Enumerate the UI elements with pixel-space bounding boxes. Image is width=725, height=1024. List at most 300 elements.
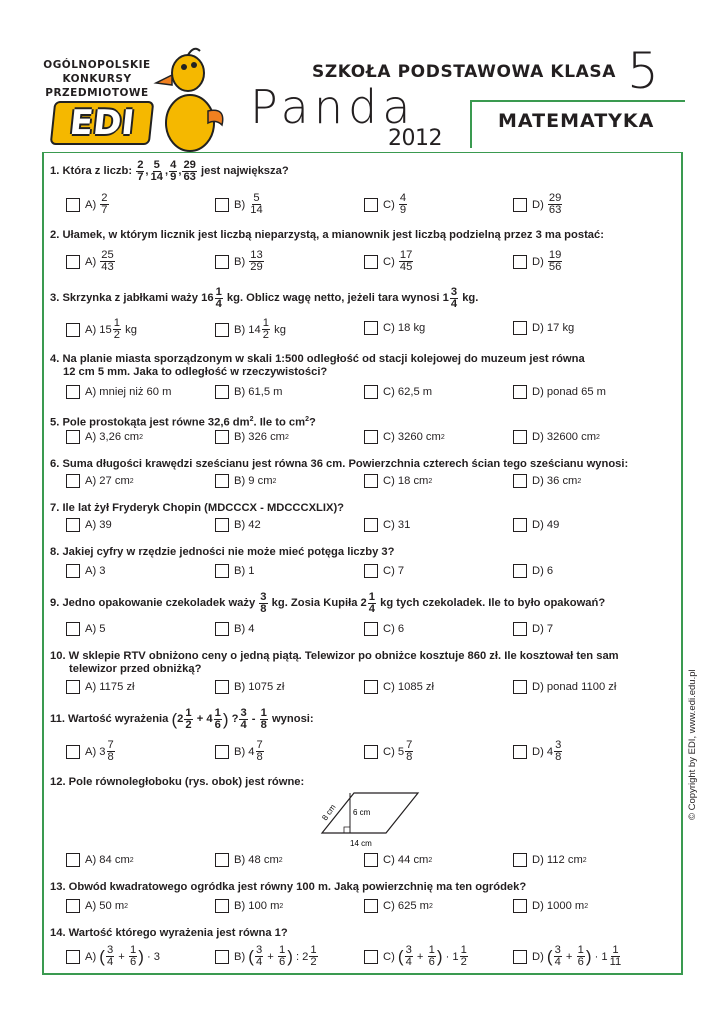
paren-close: ) — [222, 710, 229, 729]
answer-checkbox[interactable] — [215, 323, 229, 337]
answer-checkbox[interactable] — [364, 680, 378, 694]
answer-checkbox[interactable] — [66, 323, 80, 337]
num: 1 — [278, 944, 286, 956]
q6-option-c[interactable] — [364, 474, 432, 488]
question-7: 7. Ile lat żył Fryderyk Chopin (MDCCCX - MDCCCXLIX)? — [50, 502, 345, 514]
q8-option-d[interactable] — [513, 564, 553, 578]
answer-checkbox[interactable] — [364, 899, 378, 913]
q-text: Która z liczb: — [62, 165, 133, 177]
opt-label: B) 4 — [234, 623, 255, 635]
opt-label: B) 1075 zł — [234, 681, 285, 693]
q12-option-b[interactable] — [215, 853, 283, 867]
fraction — [169, 160, 177, 183]
q3-option-c[interactable] — [364, 321, 425, 335]
fraction — [368, 592, 376, 615]
q4-option-a[interactable] — [66, 385, 171, 399]
q1-option-d[interactable] — [513, 193, 563, 216]
superscript: 2 — [584, 902, 589, 910]
op-text: · 1 — [594, 950, 608, 963]
q7-option-a[interactable] — [66, 518, 112, 532]
num: 1 — [368, 591, 375, 603]
height-label: 6 cm — [353, 808, 371, 817]
q6-option-a[interactable] — [66, 474, 134, 488]
fraction — [106, 945, 114, 968]
num: 4 — [399, 192, 407, 204]
opt-label: C) 31 — [383, 519, 411, 531]
answer-checkbox[interactable] — [215, 430, 229, 444]
q14-option-b[interactable]: B) ( $\frac{3}{4}$ + $\frac{1}{6}$ ) : 2 $\frac{1}{2}$ — [215, 945, 319, 968]
fraction — [405, 945, 413, 968]
den: 9 — [170, 171, 177, 183]
num: 4 — [170, 159, 177, 171]
q3-option-b[interactable] — [215, 318, 286, 341]
q7-option-d[interactable] — [513, 518, 559, 532]
contest-year: 2012 — [388, 126, 442, 151]
superscript: 2 — [577, 477, 582, 485]
q9-option-d[interactable] — [513, 622, 553, 636]
answer-checkbox[interactable] — [66, 564, 80, 578]
superscript: 2 — [124, 902, 129, 910]
opt-label: D) 36 cm — [532, 475, 578, 487]
opt-label: B) — [234, 950, 246, 963]
q2-option-c[interactable] — [364, 250, 414, 273]
answer-checkbox[interactable] — [364, 385, 378, 399]
answer-checkbox[interactable] — [513, 853, 527, 867]
fraction — [136, 160, 144, 183]
q4-option-d[interactable] — [513, 385, 606, 399]
fraction — [239, 708, 247, 731]
fraction — [214, 708, 222, 731]
answer-checkbox[interactable] — [215, 622, 229, 636]
opt-label: D) — [532, 198, 544, 211]
q-text: ? — [309, 416, 316, 429]
q9-option-c[interactable] — [364, 622, 404, 636]
question-9 — [50, 592, 605, 615]
q1-option-a[interactable] — [66, 193, 110, 216]
superscript: 2 — [429, 902, 433, 910]
paren-close: ) — [436, 946, 443, 966]
paren-open: ( — [99, 946, 105, 966]
den: 8 — [260, 603, 267, 615]
opt-label: D) ponad 65 m — [532, 386, 607, 398]
answer-checkbox[interactable] — [66, 430, 80, 444]
q-line: telewizor przed obniżką? — [69, 663, 202, 675]
q11-option-d[interactable] — [513, 740, 563, 763]
paren-open: ( — [546, 946, 553, 966]
question-13: 13. Obwód kwadratowego ogródka jest równy 100 m. Jaką powierzchnię ma ten ogródek? — [50, 881, 527, 893]
answer-checkbox[interactable] — [215, 385, 229, 399]
paren-close: ) — [585, 946, 592, 966]
answer-checkbox[interactable] — [215, 680, 229, 694]
q6-option-d[interactable] — [513, 474, 581, 488]
logo-line: PRZEDMIOTOWE — [45, 87, 149, 99]
q-text: 11. Wartość wyrażenia — [50, 713, 169, 725]
opt-label: A) 1175 zł — [85, 681, 135, 693]
q8-option-b[interactable] — [215, 564, 255, 578]
questions-frame — [42, 152, 683, 975]
den: 45 — [399, 261, 413, 273]
q10-option-a[interactable] — [66, 680, 135, 694]
den: 63 — [183, 171, 196, 183]
den: 8 — [555, 751, 562, 763]
opt-label: C) 625 m — [383, 900, 430, 912]
q12-option-a[interactable] — [66, 853, 134, 867]
paren-close: ) — [138, 946, 144, 966]
answer-checkbox[interactable] — [215, 853, 229, 867]
q14-option-a[interactable]: A) ( $\frac{3}{4}$ + $\frac{1}{6}$ ) · 3 — [66, 945, 160, 968]
paren-open: ( — [171, 710, 178, 729]
q-text-end: wynosi: — [271, 713, 314, 725]
den: 14 — [250, 204, 263, 216]
den: 8 — [107, 751, 114, 763]
answer-checkbox[interactable] — [66, 899, 80, 913]
q-text: kg. Zosia Kupiła 2 — [271, 597, 367, 609]
opt-label: C) — [383, 255, 395, 268]
opt-label: D) — [532, 255, 544, 268]
q11-option-b[interactable] — [215, 740, 265, 763]
q2-option-d[interactable] — [513, 250, 563, 273]
question-10 — [50, 650, 619, 676]
fraction — [554, 740, 562, 763]
question-2: 2. Ułamek, w którym licznik jest liczbą nieparzystą, a mianownik jest liczbą podzielną przez 3 ma postać: — [50, 229, 604, 241]
q-text: kg. — [462, 292, 479, 304]
q5-option-b[interactable] — [215, 430, 289, 444]
answer-checkbox[interactable] — [215, 564, 229, 578]
answer-checkbox[interactable] — [66, 622, 80, 636]
opt-label: A) 27 cm — [85, 475, 130, 487]
q5-option-d[interactable] — [513, 430, 600, 444]
fraction — [150, 160, 164, 183]
op-text: · 1 — [445, 950, 459, 963]
q4-option-c[interactable] — [364, 385, 432, 399]
q2-option-a[interactable] — [66, 250, 116, 273]
answer-checkbox[interactable] — [215, 255, 229, 269]
question-5 — [50, 413, 316, 430]
answer-checkbox[interactable] — [513, 474, 527, 488]
den: 2 — [262, 329, 269, 341]
fraction — [548, 193, 562, 216]
opt-label: B) 326 cm — [234, 431, 285, 443]
q-text: 5. Pole prostokąta jest równe 32,6 dm — [50, 416, 250, 429]
q7-option-b[interactable] — [215, 518, 261, 532]
expression: ( 2 $\frac{1}{2}$ + 4 $\frac{1}{6}$ ) ? $\frac{3}{4}$ - $\frac{1}{8}$ — [171, 707, 267, 731]
num: 1 — [214, 707, 221, 719]
q14-option-d[interactable]: D) ( $\frac{3}{4}$ + $\frac{1}{6}$ ) · 1 $\frac{1}{11}$ — [513, 945, 623, 968]
fraction — [215, 287, 223, 310]
answer-checkbox[interactable] — [513, 622, 527, 636]
fraction — [129, 945, 137, 968]
fraction — [107, 740, 115, 763]
den: 2 — [113, 329, 120, 341]
answer-checkbox[interactable] — [513, 899, 527, 913]
answer-checkbox[interactable] — [513, 385, 527, 399]
num: 3 — [240, 707, 247, 719]
answer-checkbox[interactable] — [66, 950, 80, 964]
q10-option-d[interactable] — [513, 680, 616, 694]
superscript: 2 — [279, 902, 284, 910]
opt-label: A) 84 cm — [85, 854, 130, 866]
logo-line: KONKURSY — [62, 73, 132, 85]
answer-checkbox[interactable] — [513, 950, 527, 964]
num: 17 — [399, 249, 413, 261]
num: 1 — [262, 317, 269, 329]
answer-checkbox[interactable] — [364, 198, 378, 212]
q10-option-b[interactable] — [215, 680, 284, 694]
answer-checkbox[interactable] — [215, 518, 229, 532]
answer-checkbox[interactable] — [513, 564, 527, 578]
fraction — [184, 708, 192, 731]
num: 29 — [183, 159, 196, 171]
q-text: 3. Skrzynka z jabłkami waży 16 — [50, 292, 214, 304]
q1-option-b[interactable] — [215, 193, 265, 216]
num: 3 — [405, 944, 412, 956]
answer-checkbox[interactable] — [513, 255, 527, 269]
q-line: 4. Na planie miasta sporządzonym w skali 1:500 odległość od stacji kolejowej do muzeum jest równa — [50, 353, 585, 365]
den: 4 — [240, 719, 247, 731]
fraction — [278, 945, 286, 968]
q5-option-c[interactable] — [364, 430, 445, 444]
unit: kg — [125, 323, 137, 336]
superscript: 2 — [582, 856, 587, 864]
q9-option-a[interactable] — [66, 622, 106, 636]
logo-text — [42, 58, 152, 100]
den: 56 — [548, 261, 562, 273]
fraction — [260, 708, 268, 731]
answer-checkbox[interactable] — [66, 385, 80, 399]
q7-option-c[interactable] — [364, 518, 410, 532]
num: 5 — [253, 192, 260, 204]
opt-label: C) 44 cm — [383, 854, 429, 866]
class-number: 5 — [627, 42, 659, 100]
opt-label: A) 5 — [85, 623, 106, 635]
answer-checkbox[interactable] — [364, 255, 378, 269]
q6-option-b[interactable] — [215, 474, 276, 488]
base-label: 14 cm — [350, 839, 372, 848]
q3-option-d[interactable] — [513, 321, 574, 335]
opt-label: D) 32600 cm — [532, 431, 597, 443]
answer-checkbox[interactable] — [513, 680, 527, 694]
den: 4 — [554, 956, 561, 968]
answer-checkbox[interactable] — [364, 321, 378, 335]
answer-checkbox[interactable] — [66, 255, 80, 269]
answer-checkbox[interactable] — [215, 198, 229, 212]
opt-label: B) 100 m — [234, 900, 280, 912]
num: 1 — [215, 286, 222, 298]
answer-checkbox[interactable] — [66, 518, 80, 532]
q3-option-a[interactable] — [66, 318, 137, 341]
q2-option-b[interactable] — [215, 250, 265, 273]
num: 29 — [548, 192, 562, 204]
num: 3 — [255, 944, 263, 956]
answer-checkbox[interactable] — [364, 853, 378, 867]
num: 7 — [406, 739, 413, 751]
op-text: · 3 — [146, 950, 161, 963]
opt-label: C) 18 kg — [383, 322, 426, 334]
superscript: 2 — [129, 856, 134, 864]
q-text-end: jest największa? — [201, 165, 289, 177]
den: 14 — [150, 171, 163, 183]
superscript: 2 — [284, 433, 289, 441]
opt-label: C) 18 cm — [383, 475, 429, 487]
den: 63 — [548, 204, 562, 216]
opt-label: A) — [85, 255, 97, 268]
answer-checkbox[interactable] — [215, 474, 229, 488]
q5-option-a[interactable] — [66, 430, 143, 444]
num: 7 — [256, 739, 263, 751]
opt-label: C) — [383, 950, 395, 963]
question-6: 6. Suma długości krawędzi sześcianu jest równa 36 cm. Powierzchnia czterech ścian tego sześcianu wynosi: — [50, 458, 629, 470]
question-1: 1. Która z liczb: $\frac{2}{7}$ , $\frac{5}{14}$ , $\frac{4}{9}$ , $\frac{29}{63}$ jest największa? — [50, 159, 289, 183]
num: 5 — [153, 159, 160, 171]
fraction — [255, 945, 263, 968]
paren-open: ( — [248, 946, 254, 966]
opt-label: C) — [383, 198, 395, 211]
opt-label: C) 3260 cm — [383, 431, 441, 443]
question-8: 8. Jakiej cyfry w rzędzie jedności nie może mieć potęga liczby 3? — [50, 546, 395, 558]
den: 8 — [260, 719, 267, 731]
opt-label: B) 42 — [234, 519, 261, 531]
logo-line: OGÓLNOPOLSKIE — [43, 59, 151, 71]
den: 7 — [137, 171, 144, 183]
superscript: 2 — [428, 477, 433, 485]
den: 2 — [460, 956, 467, 968]
opt-label: A) — [85, 198, 97, 211]
answer-checkbox[interactable] — [513, 745, 527, 759]
opt-label: A) 15 — [85, 323, 112, 336]
fraction — [554, 945, 562, 968]
superscript: 2 — [249, 416, 254, 423]
logo-edi: EDI — [50, 101, 155, 145]
contest-title: Panda — [250, 80, 416, 134]
question-12: 12. Pole równoległoboku (rys. obok) jest równe: — [50, 776, 305, 788]
answer-checkbox[interactable] — [66, 680, 80, 694]
answer-checkbox[interactable] — [215, 745, 229, 759]
answer-checkbox[interactable] — [215, 899, 229, 913]
num: 1 — [113, 317, 120, 329]
q13-option-c[interactable] — [364, 899, 433, 913]
opt-label: D) 1000 m — [532, 900, 585, 912]
num: 1 — [577, 944, 584, 956]
den: 4 — [405, 956, 412, 968]
den: 11 — [609, 956, 622, 968]
answer-checkbox[interactable] — [364, 430, 378, 444]
answer-checkbox[interactable] — [513, 518, 527, 532]
superscript: 2 — [428, 856, 433, 864]
den: 6 — [428, 956, 435, 968]
superscript: 2 — [440, 433, 445, 441]
answer-checkbox[interactable] — [66, 745, 80, 759]
answer-checkbox[interactable] — [513, 321, 527, 335]
subject-title: MATEMATYKA — [498, 110, 655, 132]
opt-label: C) 1085 zł — [383, 681, 434, 693]
fraction — [249, 193, 263, 216]
question-11 — [50, 708, 314, 731]
den: 8 — [406, 751, 413, 763]
num: 2 — [101, 192, 108, 204]
q-text: 9. Jedno opakowanie czekoladek waży — [50, 597, 256, 609]
fraction — [100, 193, 108, 216]
school-level: SZKOŁA PODSTAWOWA KLASA — [312, 62, 616, 82]
num: 19 — [548, 249, 562, 261]
opt-label: C) 6 — [383, 623, 405, 635]
opt-label: D) 112 cm — [532, 854, 583, 866]
answer-checkbox[interactable] — [66, 853, 80, 867]
answer-checkbox[interactable] — [364, 950, 378, 964]
den: 4 — [215, 298, 222, 310]
q13-option-d[interactable] — [513, 899, 588, 913]
answer-checkbox[interactable] — [364, 474, 378, 488]
fraction — [249, 250, 263, 273]
opt-label: C) 62,5 m — [383, 386, 433, 398]
answer-checkbox[interactable] — [364, 745, 378, 759]
opt-label: C) 7 — [383, 565, 405, 577]
q13-option-b[interactable] — [215, 899, 283, 913]
fraction — [577, 945, 585, 968]
q9-option-b[interactable] — [215, 622, 255, 636]
q14-option-c[interactable]: C) ( $\frac{3}{4}$ + $\frac{1}{6}$ ) · 1 $\frac{1}{2}$ — [364, 945, 469, 968]
question-4 — [50, 353, 585, 379]
q10-option-c[interactable] — [364, 680, 434, 694]
q11-option-a[interactable] — [66, 740, 116, 763]
fraction — [259, 592, 267, 615]
fraction — [113, 318, 121, 341]
opt-label: A) mniej niż 60 m — [85, 386, 172, 398]
q1-option-c[interactable] — [364, 193, 408, 216]
opt-label: B) 61,5 m — [234, 386, 283, 398]
num: 3 — [106, 944, 114, 956]
num: 3 — [554, 944, 561, 956]
den: 7 — [101, 204, 108, 216]
num: 1 — [428, 944, 435, 956]
q13-option-a[interactable] — [66, 899, 128, 913]
opt-label: A) — [85, 950, 97, 963]
opt-label: B) 14 — [234, 323, 261, 336]
fraction — [309, 945, 317, 968]
fraction — [100, 250, 114, 273]
num: 2 — [137, 159, 144, 171]
opt-label: A) 3 — [85, 745, 106, 758]
q11-option-c[interactable] — [364, 740, 414, 763]
answer-checkbox[interactable] — [513, 430, 527, 444]
opt-label: D) — [532, 950, 544, 963]
num: 1 — [612, 944, 619, 956]
q8-option-c[interactable] — [364, 564, 404, 578]
fraction — [399, 193, 407, 216]
question-3 — [50, 287, 478, 310]
den: 29 — [250, 261, 263, 273]
num: 7 — [107, 739, 114, 751]
q12-option-d[interactable] — [513, 853, 587, 867]
answer-checkbox[interactable] — [66, 198, 80, 212]
answer-checkbox[interactable] — [364, 518, 378, 532]
answer-checkbox[interactable] — [364, 564, 378, 578]
num: 1 — [310, 944, 317, 956]
answer-checkbox[interactable] — [364, 622, 378, 636]
den: 6 — [278, 956, 286, 968]
den: 4 — [368, 603, 375, 615]
den: 2 — [185, 719, 192, 731]
answer-checkbox[interactable] — [66, 474, 80, 488]
answer-checkbox[interactable] — [513, 198, 527, 212]
q4-option-b[interactable] — [215, 385, 283, 399]
answer-checkbox[interactable] — [215, 950, 229, 964]
duck-mascot-icon — [150, 45, 230, 155]
parallelogram-figure — [300, 785, 430, 850]
opt-label: D) ponad 1100 zł — [532, 681, 617, 693]
q12-option-c[interactable] — [364, 853, 432, 867]
q-text: . Ile to cm — [253, 416, 306, 429]
q8-option-a[interactable] — [66, 564, 106, 578]
